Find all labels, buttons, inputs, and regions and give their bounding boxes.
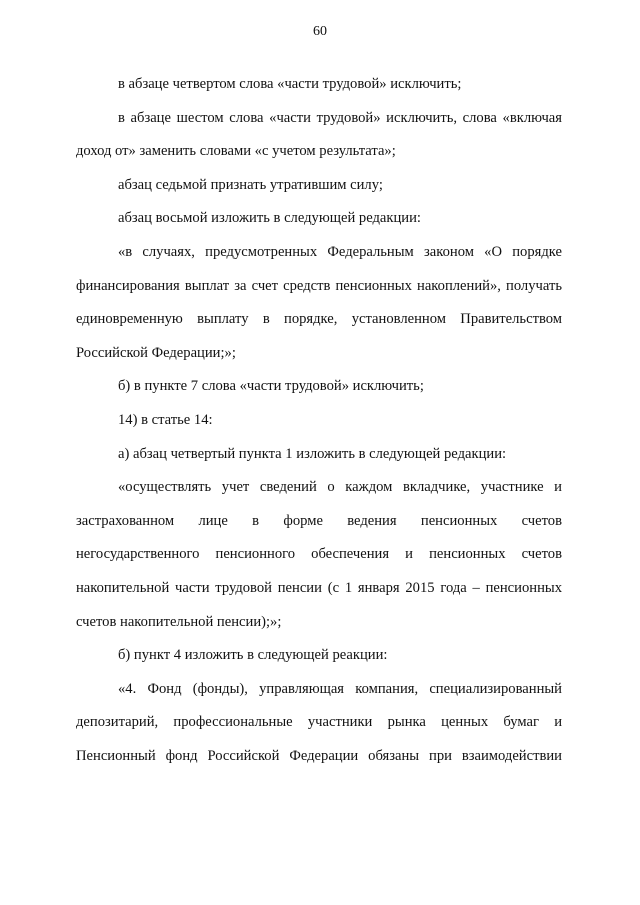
paragraph-6: б) в пункте 7 слова «части трудовой» исключить;	[118, 378, 424, 395]
document-body	[76, 68, 562, 773]
page-number: 60	[313, 24, 327, 39]
paragraph-7: 14) в статье 14:	[118, 411, 213, 428]
paragraph-5: «в случаях, предусмотренных Федеральным законом «О порядке финансирования выплат за счет средств пенсионных накоплений», получать единовременную выплату в порядке, установленном Правительством Российской Федерации;»;	[76, 243, 562, 361]
paragraph-8: а) абзац четвертый пункта 1 изложить в следующей редакции:	[118, 445, 507, 462]
paragraph-9: «осуществлять учет сведений о каждом вкладчике, участнике и застрахованном лице в форме ведения пенсионных счетов негосударственного пенсионного обеспечения и пенсионных счетов накопительной части трудовой пенсии (с 1 января 2015 года – пенсионных счетов накопительной пенсии);»;	[76, 479, 562, 630]
paragraph-2: в абзаце шестом слова «части трудовой» исключить, слова «включая доход от» заменить словами «с учетом результата»;	[76, 109, 562, 160]
paragraph-10: б) пункт 4 изложить в следующей реакции:	[118, 647, 388, 664]
paragraph-1: в абзаце четвертом слова «части трудовой» исключить;	[118, 76, 462, 92]
paragraph-11: «4. Фонд (фонды), управляющая компания, специализированный депозитарий, профессиональные участники рынка ценных бумаг и Пенсионный фонд Российской Федерации обязаны при взаимодействии	[76, 680, 562, 764]
paragraph-4: абзац восьмой изложить в следующей редакции:	[118, 210, 421, 227]
paragraph-3: абзац седьмой признать утратившим силу;	[118, 176, 383, 193]
